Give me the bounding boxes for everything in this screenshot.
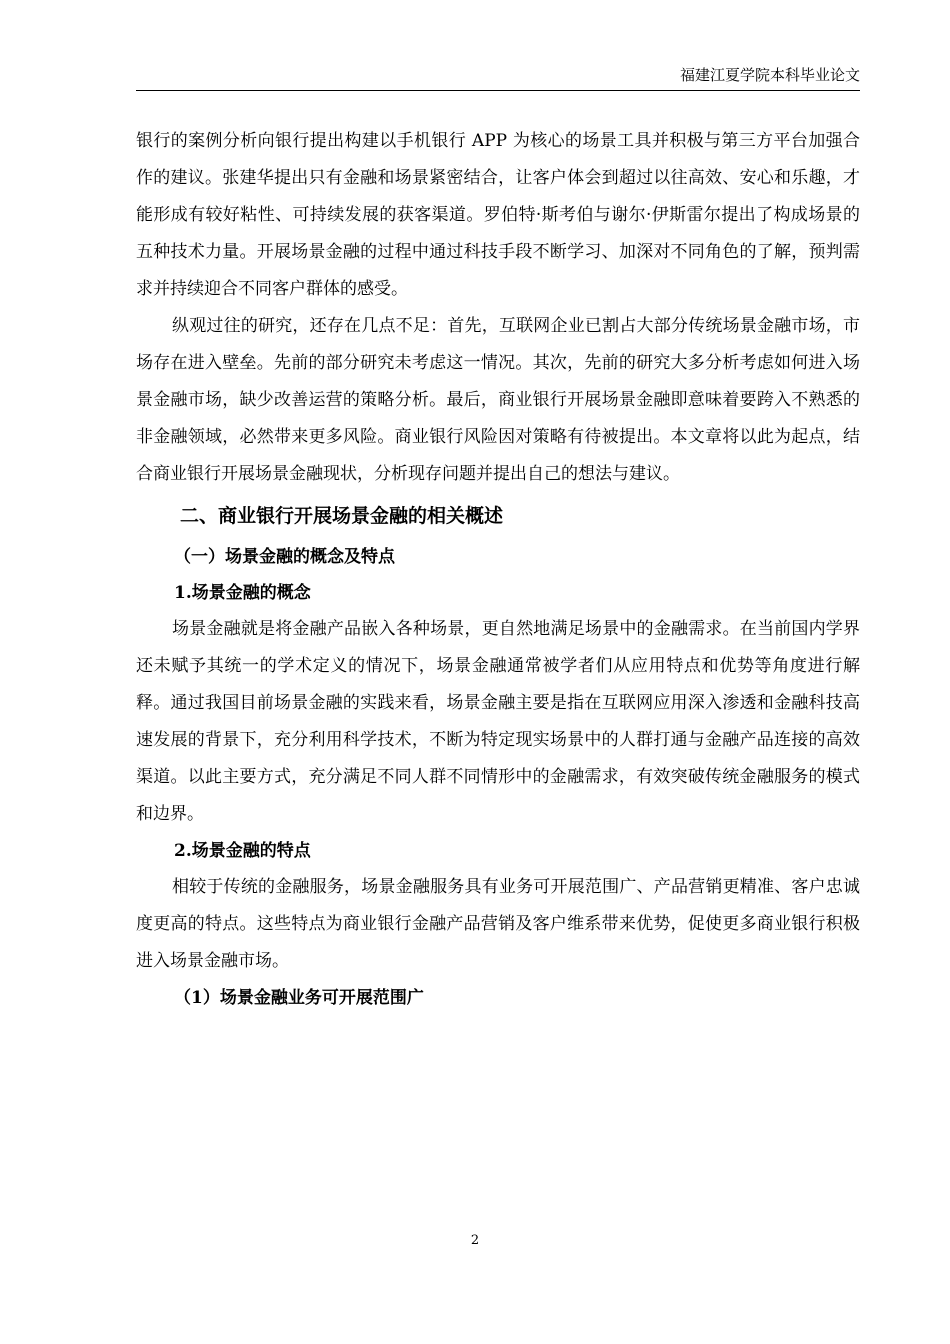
body-paragraph-4: 相较于传统的金融服务，场景金融服务具有业务可开展范围广、产品营销更精准、客户忠诚度更高的特点。这些特点为商业银行金融产品营销及客户维系带来优势，促使更多商业银行积极进入场景金融市场。 [136,877,860,971]
page-body [136,123,860,1016]
body-paragraph-3: 场景金融就是将金融产品嵌入各种场景，更自然地满足场景中的金融需求。在当前国内学界还未赋予其统一的学术定义的情况下，场景金融通常被学者们从应用特点和优势等角度进行解释。通过我国目前场景金融的实践来看，场景金融主要是指在互联网应用深入渗透和金融科技高速发展的背景下，充分利用科学技术，不断为特定现实场景中的人群打通与金融产品连接的高效渠道。以此主要方式，充分满足不同人群不同情形中的金融需求，有效突破传统金融服务的模式和边界。 [136,619,860,824]
item-1-heading: 1.场景金融的概念 [174,583,311,603]
section-heading: 二、商业银行开展场景金融的相关概述 [180,505,504,527]
body-paragraph-2: 纵观过往的研究，还存在几点不足：首先，互联网企业已割占大部分传统场景金融市场，市场存在进入壁垒。先前的部分研究未考虑这一情况。其次，先前的研究大多分析考虑如何进入场景金融市场，缺少改善运营的策略分析。最后，商业银行开展场景金融即意味着要跨入不熟悉的非金融领域，必然带来更多风险。商业银行风险因对策略有待被提出。本文章将以此为起点，结合商业银行开展场景金融现状，分析现存问题并提出自己的想法与建议。 [136,316,860,484]
item-2-heading: 2.场景金融的特点 [174,841,311,861]
header-title: 福建江夏学院本科毕业论文 [679,66,860,84]
point-1-heading: （1）场景金融业务可开展范围广 [174,988,424,1008]
body-paragraph-1: 银行的案例分析向银行提出构建以手机银行 APP 为核心的场景工具并积极与第三方平台加强合作的建议。张建华提出只有金融和场景紧密结合，让客户体会到超过以往高效、安心和乐趣，才能形成有较好粘性、可持续发展的获客渠道。罗伯特·斯考伯与谢尔·伊斯雷尔提出了构成场景的五种技术力量。开展场景金融的过程中通过科技手段不断学习、加深对不同角色的了解，预判需求并持续迎合不同客户群体的感受。 [136,131,860,299]
page-header [136,66,860,91]
page-number: 2 [470,1233,480,1248]
subsection-heading: （一）场景金融的概念及特点 [174,547,395,567]
